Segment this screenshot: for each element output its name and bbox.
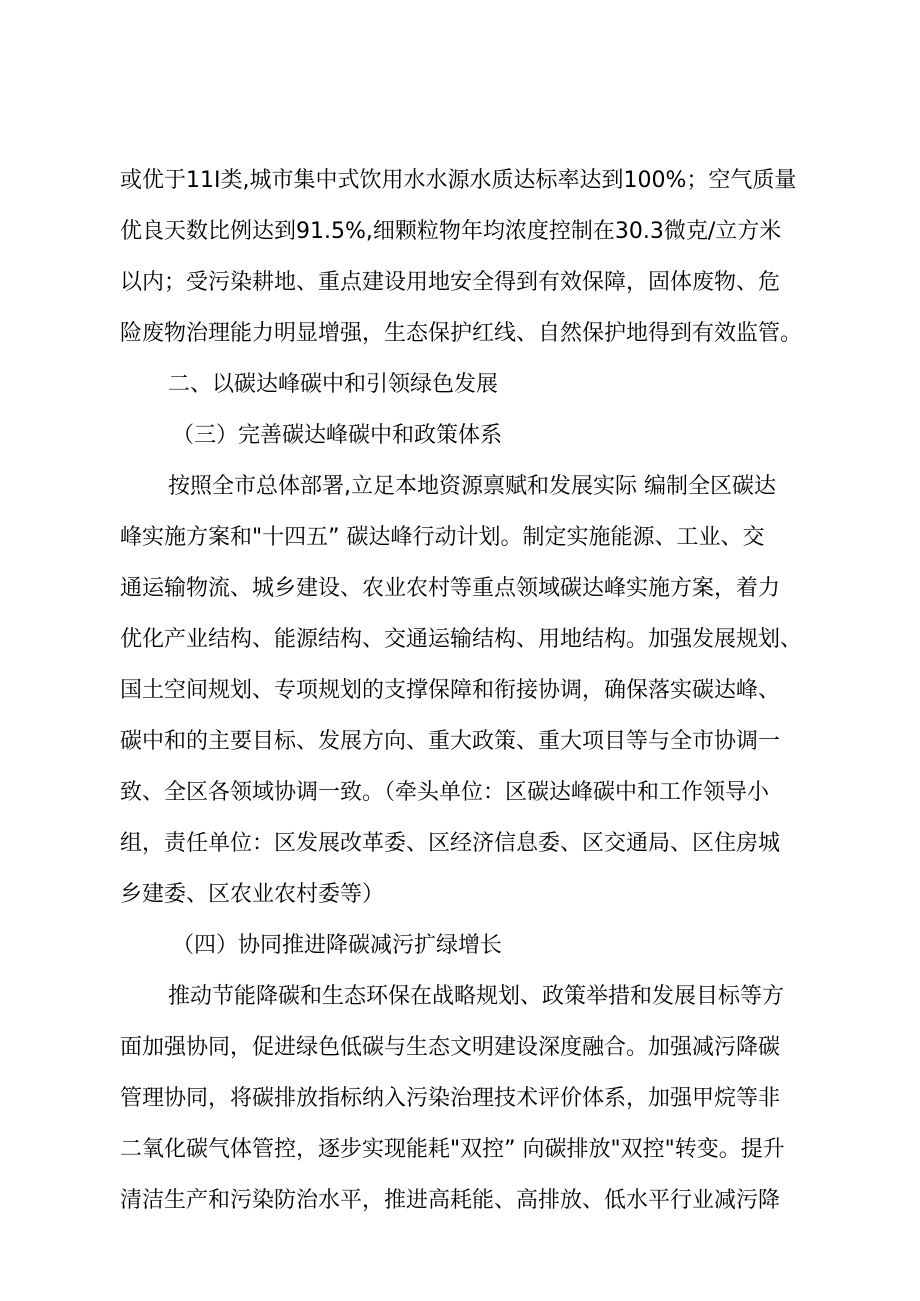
body-text-line: 通运输物流、城乡建设、农业农村等重点领域碳达峰实施方案，着力 [120, 576, 781, 601]
body-text-line: 二氧化碳气体管控，逐步实现能耗"双控” 向碳排放"双控"转变。提升 [120, 1137, 785, 1162]
body-text-line: 组，责任单位：区发展改革委、区经济信息委、区交通局、区住房城 [120, 831, 781, 856]
body-text-line: 险废物治理能力明显增强，生态保护红线、自然保护地得到有效监管。 [120, 321, 803, 346]
body-text-line: 致、全区各领域协调一致。（牵头单位：区碳达峰碳中和工作领导小 [120, 780, 770, 805]
body-text-line: 推动节能降碳和生态环保在战略规划、政策举措和发展目标等方 [168, 984, 785, 1009]
body-text-line: 清洁生产和污染防治水平，推进高耗能、高排放、低水平行业减污降 [120, 1188, 781, 1213]
body-text-line: 优良天数比例达到91.5%,细颗粒物年均浓度控制在30.3微克/立方米 [120, 219, 782, 244]
body-text-line: 优化产业结构、能源结构、交通运输结构、用地结构。加强发展规划、 [120, 627, 803, 652]
body-text-line: 或优于11I类,城市集中式饮用水水源水质达标率达到100%；空气质量 [120, 168, 797, 193]
subsection-heading: （四）协同推进降碳减污扩绿增长 [172, 933, 503, 958]
body-text-line: 管理协同，将碳排放指标纳入污染治理技术评价体系，加强甲烷等非 [120, 1086, 781, 1111]
body-text-line: 以内；受污染耕地、重点建设用地安全得到有效保障，固体废物、危 [120, 270, 781, 295]
body-text-line: 峰实施方案和"十四五” 碳达峰行动计划。制定实施能源、工业、交 [120, 525, 765, 550]
body-text-line: 乡建委、区农业农村委等） [120, 882, 385, 907]
subsection-heading: （三）完善碳达峰碳中和政策体系 [172, 423, 503, 448]
body-text-line: 按照全市总体部署,立足本地资源禀赋和发展实际 编制全区碳达 [168, 474, 776, 499]
body-text-line: 面加强协同，促进绿色低碳与生态文明建设深度融合。加强减污降碳 [120, 1035, 781, 1060]
body-text-line: 碳中和的主要目标、发展方向、重大政策、重大项目等与全市协调一 [120, 729, 781, 754]
section-heading: 二、以碳达峰碳中和引领绿色发展 [168, 372, 499, 397]
body-text-line: 国土空间规划、专项规划的支撑保障和衔接协调，确保落实碳达峰、 [120, 678, 781, 703]
